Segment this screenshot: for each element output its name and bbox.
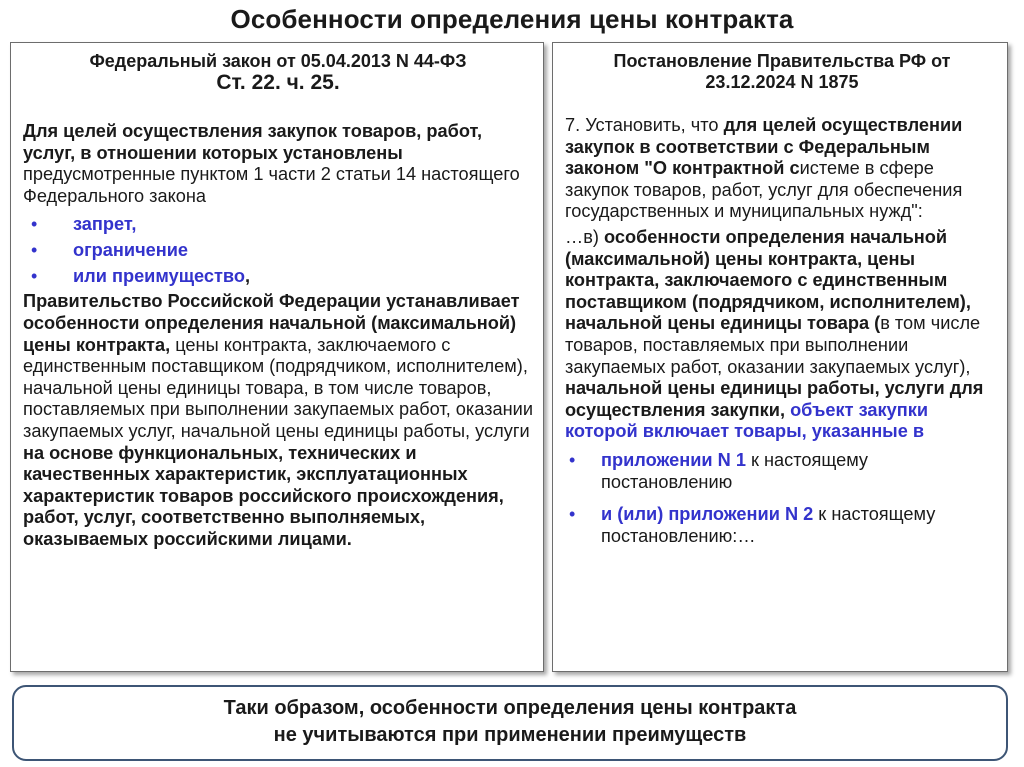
law-heading-line1: Федеральный закон от 05.04.2013 N 44-ФЗ <box>89 51 467 71</box>
law-heading <box>23 51 533 93</box>
restriction-list <box>23 211 533 289</box>
law-paragraph-normal: цены контракта, заключаемого с единственным поставщиком (подрядчиком, исполнителем), начальной цены единицы товара, в том числе товаров, поставляемых при выполнении закупаемых работ, оказании закупаемых услуг, начальной цены единицы работы, услуги <box>23 334 533 441</box>
decree-heading-line1: Постановление Правительства РФ от <box>613 51 951 71</box>
bullet-icon: • <box>31 266 38 287</box>
law-paragraph-bold: Правительство Российской Федерации устанавливает особенности определения начальной (максимальной) цены контракта, <box>23 291 520 355</box>
law-intro-rest: предусмотренные пунктом 1 части 2 статьи 14 настоящего Федерального закона <box>23 164 520 206</box>
decree-subparagraph-v: …в) особенности определения начальной (максимальной) цены контракта, цены контракта, заключаемого с единственным поставщиком (подрядчиком, исполнителем), начальной цены единицы товара (в том числе товаров, поставляемых при выполнении закупаемых работ, оказании закупаемых услуг), начальной цены единицы работы, услуги для осуществления закупки, объект закупки которой включает товары, указанные в <box>565 226 984 442</box>
slide-title: Особенности определения цены контракта <box>230 4 794 34</box>
conclusion-box <box>12 685 1008 761</box>
bullet-icon: • <box>569 449 576 470</box>
bullet-icon: • <box>569 503 576 524</box>
federal-law-panel <box>10 42 544 672</box>
list-item: • и (или) приложении N 2 к настоящему постановлению:… <box>569 503 936 546</box>
list-item: • запрет, <box>23 211 533 237</box>
law-paragraph <box>23 291 533 550</box>
conclusion-line1: Таки образом, особенности определения цены контракта <box>223 697 797 719</box>
bullet-icon: • <box>31 214 38 235</box>
government-decree-panel <box>552 42 1008 672</box>
list-item: • приложении N 1 к настоящему постановлению <box>569 449 869 492</box>
law-body <box>23 121 533 551</box>
law-intro <box>23 121 533 207</box>
law-paragraph-end: на основе функциональных, технических и качественных характеристик, эксплуатационных характеристик товаров российского происхождения, работ, услуг, соответственно выполняемых, оказываемых российскими лицами. <box>23 442 504 549</box>
conclusion-line2: не учитываются при применении преимуществ <box>273 724 747 746</box>
law-heading-line2: Ст. 22. ч. 25. <box>216 71 340 94</box>
decree-heading-line2: 23.12.2024 N 1875 <box>705 72 859 92</box>
law-intro-bold: Для целей осуществления закупок товаров, работ, услуг, в отношении которых установлены <box>23 121 483 163</box>
list-item: • или преимущество, <box>23 263 533 289</box>
decree-paragraph-7: 7. Установить, что для целей осуществлении закупок в соответствии с Федеральным законом "О контрактной системе в сфере закупок товаров, работ, услуг для обеспечения государственных и муниципальных нужд": <box>565 115 963 222</box>
decree-body <box>565 115 999 547</box>
list-item: • ограничение <box>23 237 533 263</box>
appendix-list <box>565 449 999 547</box>
bullet-icon: • <box>31 240 38 261</box>
decree-heading <box>565 51 999 93</box>
